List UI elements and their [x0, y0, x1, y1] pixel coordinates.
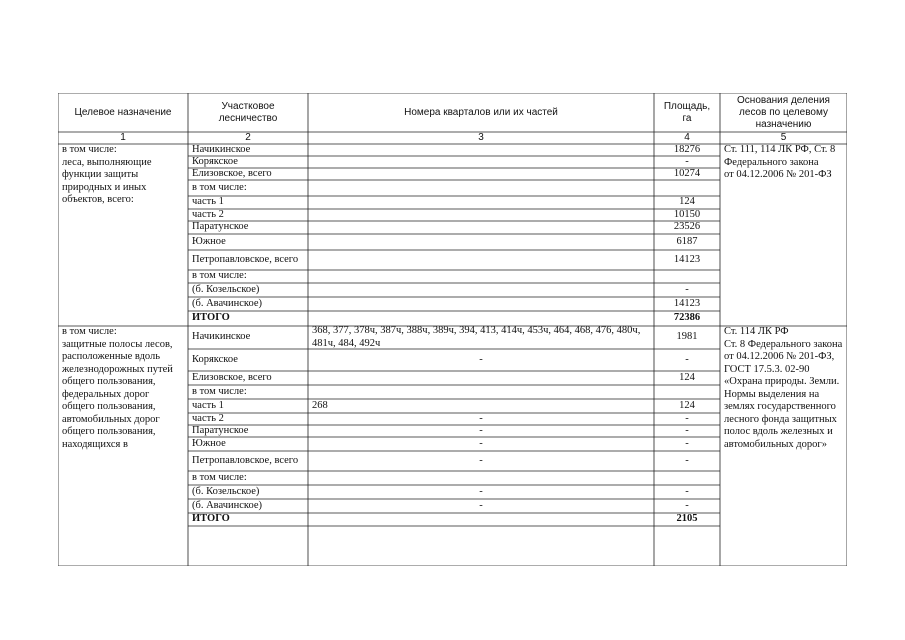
- area-value: 2105: [676, 513, 698, 525]
- forestry-name: (б. Авачинское): [192, 297, 263, 309]
- area-value: -: [685, 283, 689, 295]
- quarter-numbers: [308, 209, 654, 221]
- header-basis: Основания деления лесов по целевому назначению: [737, 94, 830, 130]
- header-purpose: Целевое назначение: [74, 106, 172, 118]
- forestry-name: в том числе:: [192, 471, 247, 483]
- quarter-numbers: -: [479, 454, 483, 466]
- quarter-numbers: -: [479, 437, 483, 449]
- area-value: -: [685, 499, 689, 511]
- forestry-name: Начикинское: [192, 331, 251, 343]
- quarter-numbers: [308, 471, 654, 485]
- area-value: [654, 471, 720, 485]
- quarter-numbers: [308, 371, 654, 385]
- forestry-name: Петропавловское, всего: [192, 253, 299, 265]
- forestry-name: часть 1: [192, 399, 224, 411]
- quarter-numbers: -: [479, 425, 483, 436]
- forestry-name: в том числе:: [192, 181, 247, 193]
- column-number: 1: [120, 132, 126, 143]
- quarter-numbers: [308, 250, 654, 270]
- quarter-numbers: [308, 144, 654, 156]
- area-value: 124: [679, 371, 695, 383]
- area-value: -: [685, 413, 689, 424]
- forestry-name: (б. Козельское): [192, 283, 260, 295]
- area-value: 14123: [673, 253, 701, 265]
- quarter-numbers: [308, 196, 654, 209]
- column-number: 3: [478, 132, 484, 143]
- area-value: 72386: [673, 312, 701, 324]
- forest-purpose-table: [58, 93, 847, 566]
- column-number: 5: [780, 132, 787, 143]
- forestry-name: Корякское: [192, 156, 238, 167]
- legal-basis-text: Ст. 114 ЛК РФ Ст. 8 Федерального закона от 04.12.2006 № 201-ФЗ, ГОСТ 17.5.3. 02-90 «Охрана природы. Земли. Нормы выделения на землях государственного лесного фонда защитных полос вдоль железных и автомобильных дорог»: [724, 326, 843, 450]
- quarter-numbers: [308, 283, 654, 297]
- quarter-numbers: [308, 513, 654, 526]
- forestry-name: Корякское: [192, 353, 238, 365]
- area-value: 6187: [676, 235, 698, 247]
- forestry-name: в том числе:: [192, 385, 247, 397]
- forestry-name: Паратунское: [192, 425, 249, 436]
- forestry-name: (б. Авачинское): [192, 499, 263, 511]
- forestry-name: часть 2: [192, 209, 224, 220]
- forestry-name: Начикинское: [192, 144, 251, 155]
- quarter-numbers: [308, 168, 654, 180]
- quarter-numbers: [308, 180, 654, 196]
- column-number: 4: [684, 132, 690, 143]
- quarter-numbers: [308, 270, 654, 283]
- purpose-text: в том числе: защитные полосы лесов, расположенные вдоль железнодорожных путей общего пользования, федеральных дорог общего пользования, автомобильных дорог общего пользования, находящихся в: [62, 326, 173, 450]
- forestry-name: Южное: [192, 235, 226, 247]
- area-value: -: [685, 437, 689, 449]
- area-value: 124: [679, 399, 695, 411]
- forestry-name: Елизовское, всего: [192, 371, 272, 383]
- forestry-name: ИТОГО: [192, 312, 230, 324]
- purpose-text: в том числе: леса, выполняющие функции защиты природных и иных объектов, всего:: [62, 144, 152, 205]
- area-value: -: [685, 425, 689, 436]
- area-value: -: [685, 454, 689, 466]
- quarter-numbers: [308, 156, 654, 168]
- area-value: [654, 385, 720, 399]
- header-quarters: Номера кварталов или их частей: [404, 106, 558, 118]
- forestry-name: в том числе:: [192, 270, 247, 282]
- area-value: -: [685, 485, 689, 497]
- area-value: [654, 270, 720, 283]
- forestry-name: часть 1: [192, 196, 224, 208]
- area-value: 10150: [673, 209, 701, 220]
- quarter-numbers: [308, 311, 654, 326]
- quarter-numbers: [308, 297, 654, 311]
- forestry-name: Петропавловское, всего: [192, 454, 299, 466]
- area-value: 23526: [673, 221, 701, 233]
- quarter-numbers: [308, 234, 654, 250]
- quarter-numbers: -: [479, 353, 483, 365]
- area-value: [654, 180, 720, 196]
- area-value: 1981: [676, 331, 698, 343]
- legal-basis-text: Ст. 111, 114 ЛК РФ, Ст. 8 Федерального закона от 04.12.2006 № 201-ФЗ: [724, 144, 836, 180]
- forestry-name: Южное: [192, 437, 226, 449]
- forestry-name: (б. Козельское): [192, 485, 260, 497]
- quarter-numbers: [308, 221, 654, 234]
- forestry-name: Паратунское: [192, 221, 249, 233]
- area-value: 124: [679, 196, 695, 208]
- area-value: 18276: [673, 144, 701, 155]
- forestry-name: Елизовское, всего: [192, 168, 272, 179]
- header-forestry: Участковое лесничество: [218, 100, 278, 124]
- forestry-name: ИТОГО: [192, 513, 230, 525]
- header-area: Площадь, га: [663, 100, 711, 124]
- quarter-numbers: [308, 385, 654, 399]
- area-value: -: [685, 156, 689, 167]
- quarter-numbers: -: [479, 485, 483, 497]
- forestry-name: часть 2: [192, 413, 224, 424]
- area-value: 10274: [673, 168, 701, 179]
- quarter-numbers: -: [479, 499, 483, 511]
- quarter-numbers: -: [479, 413, 483, 424]
- area-value: -: [685, 353, 689, 365]
- quarter-numbers: 368, 377, 378ч, 387ч, 388ч, 389ч, 394, 413, 414ч, 453ч, 464, 468, 476, 480ч, 481ч, 484, 492ч: [312, 326, 641, 349]
- quarter-numbers: 268: [312, 399, 328, 411]
- column-number: 2: [245, 132, 251, 143]
- area-value: 14123: [673, 297, 701, 309]
